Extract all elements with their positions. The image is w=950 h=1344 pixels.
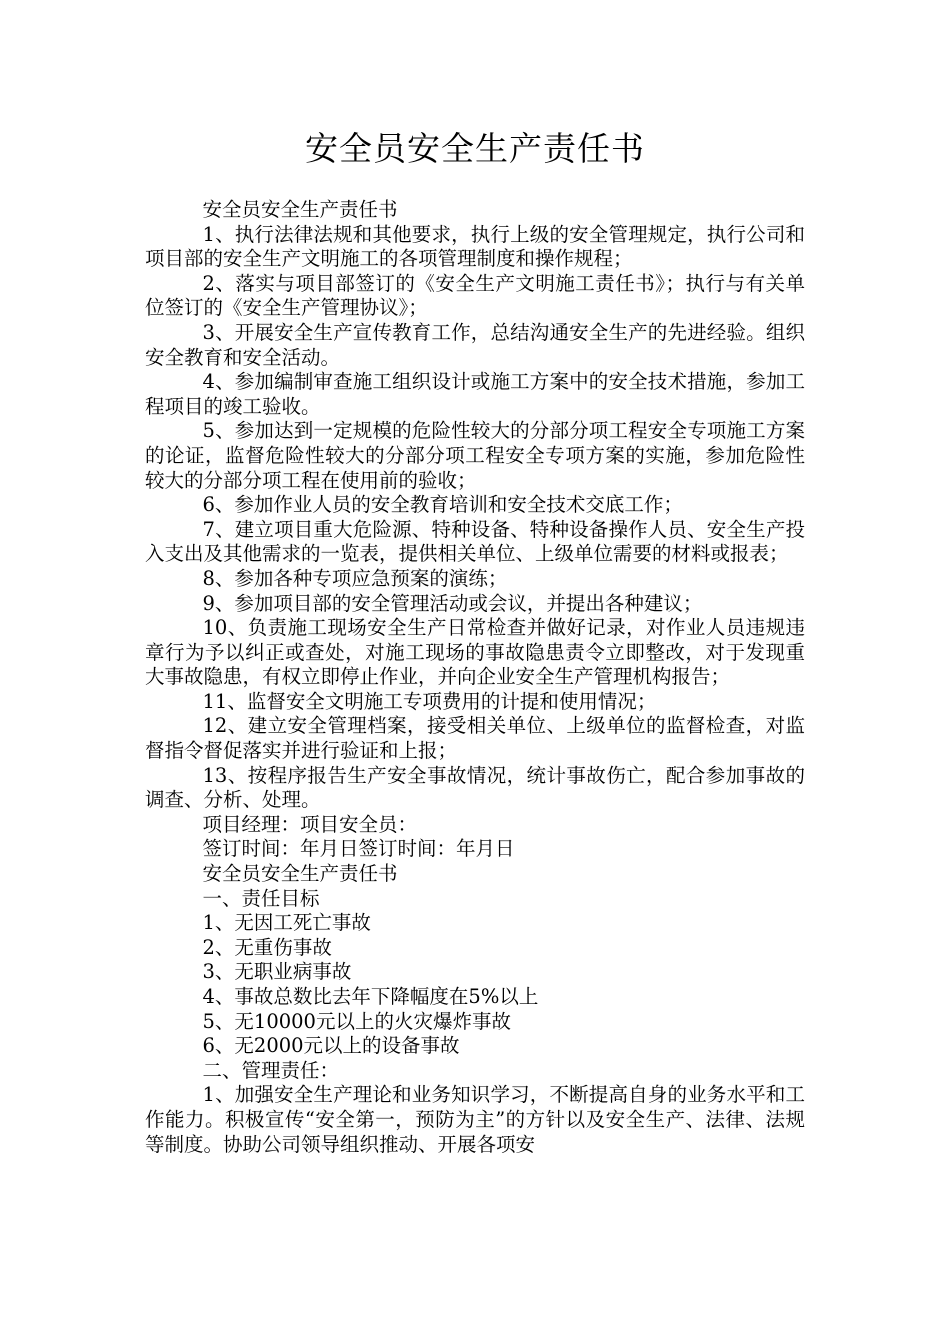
paragraph-duty-13: 13、按程序报告生产安全事故情况，统计事故伤亡，配合参加事故的调查、分析、处理。 (145, 763, 805, 812)
goal-item-6: 6、无2000元以上的设备事故 (202, 1034, 460, 1058)
paragraph-duty-1: 1、执行法律法规和其他要求，执行上级的安全管理规定，执行公司和项目部的安全生产文明施工的各项管理制度和操作规程； (145, 222, 805, 271)
paragraph-duty-2: 2、落实与项目部签订的《安全生产文明施工责任书》；执行与有关单位签订的《安全生产管理协议》； (145, 271, 805, 320)
section-heading-goals: 一、责任目标 (202, 886, 320, 910)
signature-line: 项目经理：项目安全员： (202, 812, 418, 836)
paragraph-duty-12: 12、建立安全管理档案，接受相关单位、上级单位的监督检查，对监督指令督促落实并进行验证和上报； (145, 714, 805, 763)
paragraph-duty-11: 11、监督安全文明施工专项费用的计提和使用情况； (202, 689, 657, 713)
goal-item-4: 4、事故总数比去年下降幅度在5%以上 (202, 985, 539, 1008)
paragraph-duty-6: 6、参加作业人员的安全教育培训和安全技术交底工作； (202, 493, 683, 517)
paragraph-heading-2: 安全员安全生产责任书 (202, 862, 398, 886)
paragraph-duty-5: 5、参加达到一定规模的危险性较大的分部分项工程安全专项施工方案的论证，监督危险性较大的分部分项工程安全专项方案的实施，参加危险性较大的分部分项工程在使用前的验收； (145, 419, 805, 492)
paragraph-duty-9: 9、参加项目部的安全管理活动或会议，并提出各种建议； (202, 591, 703, 615)
paragraph-duty-3: 3、开展安全生产宣传教育工作，总结沟通安全生产的先进经验。组织安全教育和安全活动。 (145, 320, 805, 369)
goal-item-1: 1、无因工死亡事故 (202, 911, 371, 935)
goal-item-3: 3、无职业病事故 (202, 960, 352, 984)
document-body (145, 198, 805, 1157)
paragraph-heading-1: 安全员安全生产责任书 (202, 198, 398, 221)
goal-item-5: 5、无10000元以上的火灾爆炸事故 (202, 1009, 511, 1033)
goal-item-2: 2、无重伤事故 (202, 935, 332, 959)
management-item-1: 1、加强安全生产理论和业务知识学习，不断提高自身的业务水平和工作能力。积极宣传“安全第一，预防为主”的方针以及安全生产、法律、法规等制度。协助公司领导组织推动、开展各项安 (145, 1083, 805, 1156)
document-title: 安全员安全生产责任书 (305, 129, 645, 168)
date-line: 签订时间：年月日签订时间：年月日 (202, 837, 515, 861)
paragraph-duty-8: 8、参加各种专项应急预案的演练； (202, 566, 508, 590)
paragraph-duty-4: 4、参加编制审查施工组织设计或施工方案中的安全技术措施，参加工程项目的竣工验收。 (145, 370, 805, 418)
paragraph-duty-7: 7、建立项目重大危险源、特种设备、特种设备操作人员、安全生产投入支出及其他需求的一览表，提供相关单位、上级单位需要的材料或报表； (145, 517, 805, 566)
paragraph-duty-10: 10、负责施工现场安全生产日常检查并做好记录，对作业人员违规违章行为予以纠正或查处，对施工现场的事故隐患责令立即整改，对于发现重大事故隐患，有权立即停止作业，并向企业安全生产管理机构报告； (145, 616, 805, 689)
section-heading-management: 二、管理责任： (202, 1058, 340, 1082)
